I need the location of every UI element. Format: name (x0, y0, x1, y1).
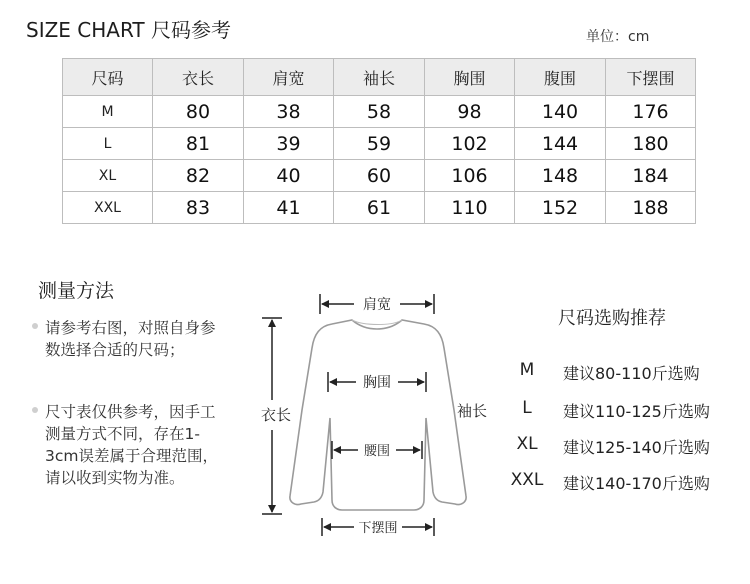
table-cell: 98 (425, 96, 515, 128)
table-header-row (63, 59, 696, 96)
recommendation-item (505, 470, 745, 494)
table-cell: 61 (334, 192, 425, 224)
recommendation-title: 尺码选购推荐 (558, 308, 666, 329)
table-cell: XL (63, 160, 153, 192)
table-cell: 152 (515, 192, 606, 224)
table-cell: 188 (606, 192, 696, 224)
page-title: SIZE CHART 尺码参考 (26, 18, 231, 42)
tip-text: 请参考右图，对照自身参数选择合适的尺码； (45, 319, 216, 359)
neckline-icon (352, 320, 402, 325)
recommendation-text: 建议110-125斤选购 (563, 402, 710, 421)
table-row (63, 96, 696, 128)
table-cell: 102 (425, 128, 515, 160)
table-cell: 58 (334, 96, 425, 128)
table-cell: 60 (334, 160, 425, 192)
table-cell: 82 (153, 160, 244, 192)
table-cell: 140 (515, 96, 606, 128)
table-row (63, 160, 696, 192)
sleeve-label: 袖长 (456, 402, 488, 420)
table-cell: 38 (244, 96, 334, 128)
measurement-heading: 测量方法 (38, 280, 115, 302)
length-label: 衣长 (260, 406, 292, 424)
column-header: 衣长 (153, 59, 244, 96)
bullet-dot-icon (32, 323, 38, 329)
recommendation-item (505, 434, 745, 458)
column-header: 下摆围 (606, 59, 696, 96)
long-sleeve-shirt-icon (290, 320, 466, 510)
table-cell: 83 (153, 192, 244, 224)
recommendation-text: 建议125-140斤选购 (563, 438, 710, 457)
table-cell: 59 (334, 128, 425, 160)
recommendation-size: XXL (510, 470, 544, 490)
column-header: 尺码 (63, 59, 153, 96)
table-cell: XXL (63, 192, 153, 224)
table-cell: 106 (425, 160, 515, 192)
table-cell: 39 (244, 128, 334, 160)
table-cell: 180 (606, 128, 696, 160)
table-cell: 184 (606, 160, 696, 192)
shoulder-label: 肩宽 (363, 297, 391, 313)
table-cell: 110 (425, 192, 515, 224)
table-cell: 40 (244, 160, 334, 192)
column-header: 肩宽 (244, 59, 334, 96)
recommendation-text: 建议140-170斤选购 (563, 474, 710, 493)
table-row (63, 128, 696, 160)
recommendation-size: L (522, 398, 532, 418)
recommendation-item (505, 360, 745, 384)
table-cell: M (63, 96, 153, 128)
table-cell: 176 (606, 96, 696, 128)
tip-text: 尺寸表仅供参考，因手工测量方式不同，存在1-3cm误差属于合理范围，请以收到实物为准。 (45, 403, 218, 487)
recommendation-size: XL (516, 434, 538, 454)
table-row (63, 192, 696, 224)
bullet-dot-icon (32, 407, 38, 413)
table-cell: 144 (515, 128, 606, 160)
table-cell: 41 (244, 192, 334, 224)
recommendation-size: M (519, 360, 535, 380)
column-header: 袖长 (334, 59, 425, 96)
table-cell: 148 (515, 160, 606, 192)
table-cell: 81 (153, 128, 244, 160)
table-cell: 80 (153, 96, 244, 128)
unit-label: 单位：cm (586, 29, 650, 45)
recommendation-item (505, 398, 745, 422)
recommendation-text: 建议80-110斤选购 (563, 364, 700, 383)
measurement-tip (32, 401, 232, 511)
size-table (62, 58, 696, 224)
garment-measurement-diagram (256, 290, 500, 540)
column-header: 胸围 (425, 59, 515, 96)
column-header: 腹围 (515, 59, 606, 96)
measurement-tip (32, 317, 232, 383)
table-cell: L (63, 128, 153, 160)
waist-label: 腰围 (363, 444, 391, 459)
chest-label: 胸围 (363, 375, 391, 391)
hem-label: 下摆围 (358, 521, 398, 536)
